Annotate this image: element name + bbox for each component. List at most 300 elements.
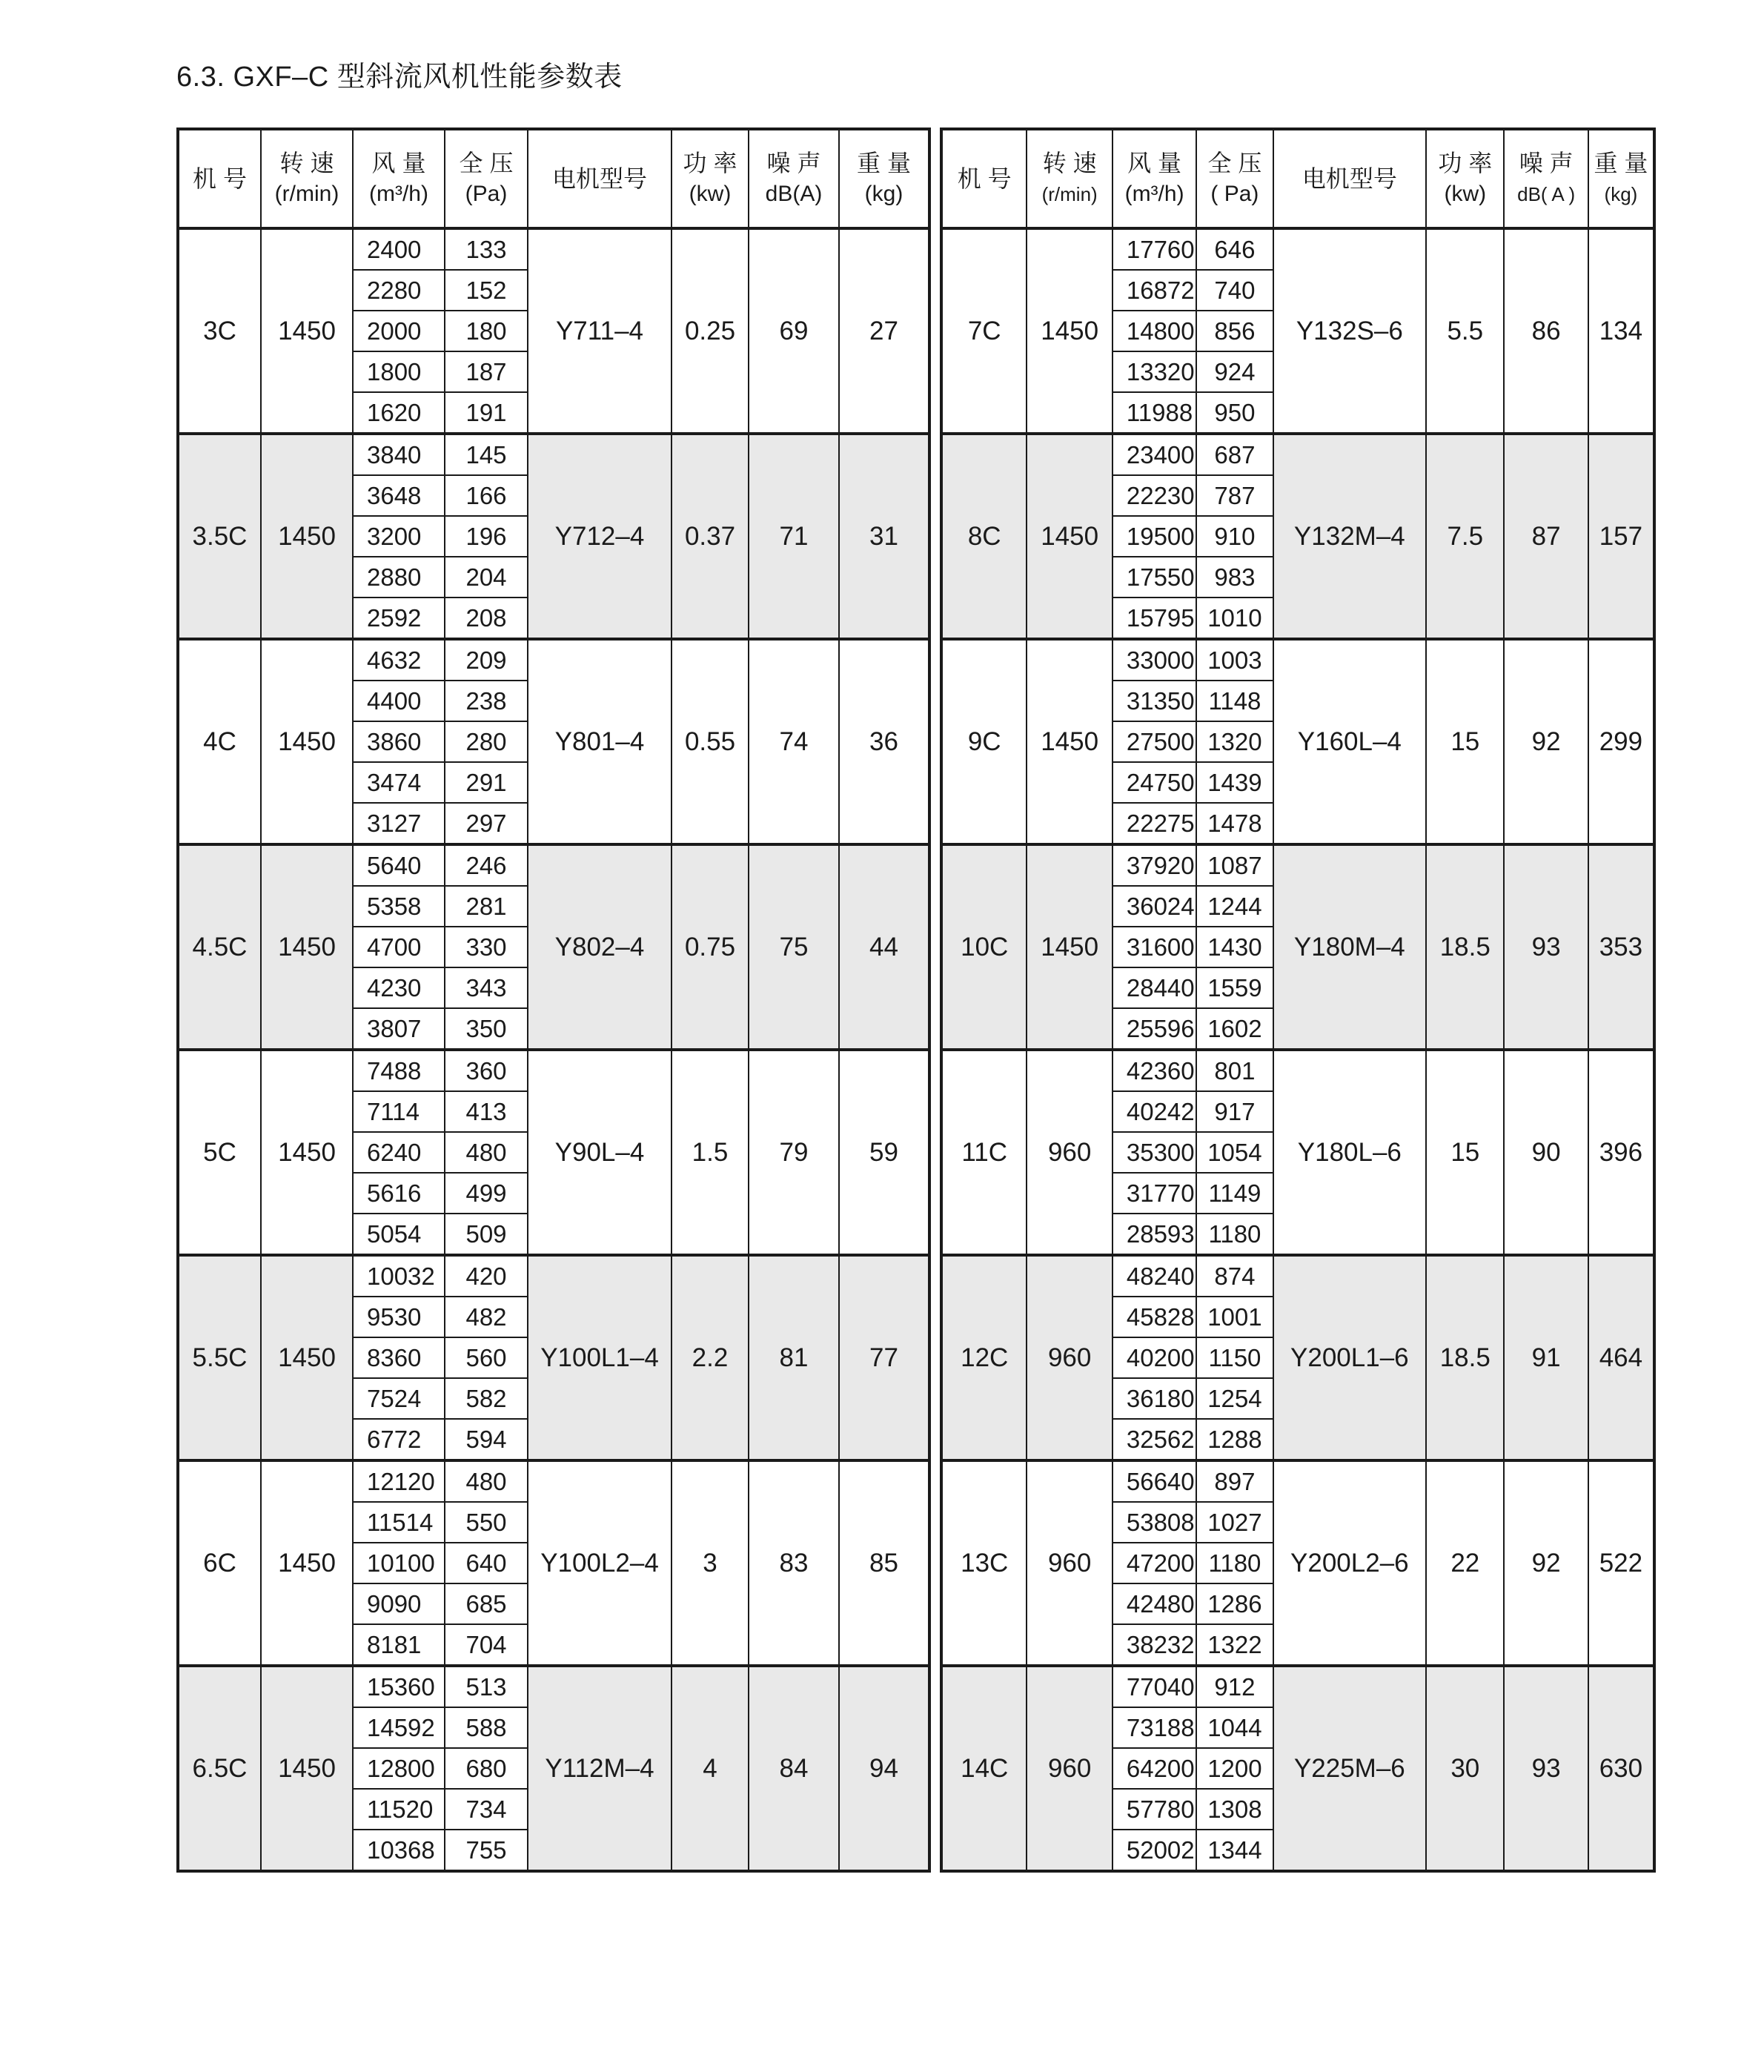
- power-cell: 18.5: [1426, 844, 1504, 1050]
- flow-cell: 8360: [353, 1337, 445, 1378]
- speed-cell: 1450: [1027, 844, 1112, 1050]
- header-power: 功 率 (kw): [672, 129, 749, 228]
- pressure-cell: 1200: [1196, 1748, 1273, 1789]
- flow-cell: 23400: [1113, 434, 1196, 475]
- flow-cell: 5616: [353, 1173, 445, 1214]
- pressure-cell: 1286: [1196, 1583, 1273, 1624]
- flow-cell: 5358: [353, 886, 445, 927]
- weight-cell: 157: [1588, 434, 1654, 639]
- pressure-cell: 343: [445, 967, 528, 1008]
- weight-cell: 85: [839, 1460, 929, 1666]
- flow-cell: 1800: [353, 351, 445, 392]
- table-row: [178, 844, 929, 886]
- pressure-cell: 582: [445, 1378, 528, 1419]
- flow-cell: 11514: [353, 1502, 445, 1543]
- table-row: [178, 1255, 929, 1297]
- power-cell: 15: [1426, 639, 1504, 844]
- flow-cell: 22230: [1113, 475, 1196, 516]
- header-weight: 重 量 (kg): [839, 129, 929, 228]
- flow-cell: 57780: [1113, 1789, 1196, 1830]
- speed-cell: 960: [1027, 1460, 1112, 1666]
- weight-cell: 353: [1588, 844, 1654, 1050]
- flow-cell: 38232: [1113, 1624, 1196, 1666]
- noise-cell: 84: [749, 1666, 839, 1871]
- power-cell: 0.55: [672, 639, 749, 844]
- speed-cell: 960: [1027, 1050, 1112, 1255]
- pressure-cell: 350: [445, 1008, 528, 1050]
- motor-cell: Y802–4: [528, 844, 672, 1050]
- pressure-cell: 874: [1196, 1255, 1273, 1297]
- pressure-cell: 734: [445, 1789, 528, 1830]
- motor-cell: Y112M–4: [528, 1666, 672, 1871]
- header-noise: 噪 声 dB(A): [749, 129, 839, 228]
- speed-cell: 1450: [261, 1460, 353, 1666]
- table-row: [941, 1460, 1654, 1502]
- header-noise: 噪 声 dB( A ): [1504, 129, 1588, 228]
- model-cell: 10C: [941, 844, 1027, 1050]
- pressure-cell: 204: [445, 557, 528, 598]
- motor-cell: Y90L–4: [528, 1050, 672, 1255]
- flow-cell: 11988: [1113, 392, 1196, 434]
- flow-cell: 1620: [353, 392, 445, 434]
- pressure-cell: 1180: [1196, 1214, 1273, 1255]
- power-cell: 0.37: [672, 434, 749, 639]
- speed-cell: 1450: [1027, 434, 1112, 639]
- speed-cell: 960: [1027, 1666, 1112, 1871]
- power-cell: 15: [1426, 1050, 1504, 1255]
- pressure-cell: 360: [445, 1050, 528, 1091]
- header-row: [178, 129, 929, 228]
- noise-cell: 79: [749, 1050, 839, 1255]
- flow-cell: 22275: [1113, 803, 1196, 844]
- motor-cell: Y180L–6: [1273, 1050, 1427, 1255]
- header-model: 机 号: [178, 129, 261, 228]
- pressure-cell: 910: [1196, 516, 1273, 557]
- motor-cell: Y801–4: [528, 639, 672, 844]
- speed-cell: 1450: [1027, 639, 1112, 844]
- flow-cell: 42360: [1113, 1050, 1196, 1091]
- speed-cell: 1450: [1027, 228, 1112, 434]
- pressure-cell: 280: [445, 721, 528, 762]
- flow-cell: 28440: [1113, 967, 1196, 1008]
- speed-cell: 1450: [261, 1255, 353, 1460]
- pressure-cell: 1602: [1196, 1008, 1273, 1050]
- power-cell: 0.75: [672, 844, 749, 1050]
- flow-cell: 37920: [1113, 844, 1196, 886]
- flow-cell: 2400: [353, 228, 445, 270]
- pressure-cell: 1001: [1196, 1297, 1273, 1337]
- performance-table-left: [176, 128, 931, 1873]
- header-row: [941, 129, 1654, 228]
- flow-cell: 28593: [1113, 1214, 1196, 1255]
- flow-cell: 15795: [1113, 598, 1196, 639]
- noise-cell: 91: [1504, 1255, 1588, 1460]
- model-cell: 12C: [941, 1255, 1027, 1460]
- flow-cell: 16872: [1113, 270, 1196, 311]
- table-row: [178, 639, 929, 681]
- weight-cell: 59: [839, 1050, 929, 1255]
- model-group-14c: [941, 1666, 1654, 1871]
- flow-cell: 36024: [1113, 886, 1196, 927]
- pressure-cell: 1478: [1196, 803, 1273, 844]
- pressure-cell: 704: [445, 1624, 528, 1666]
- noise-cell: 81: [749, 1255, 839, 1460]
- pressure-cell: 330: [445, 927, 528, 967]
- header-speed: 转 速 (r/min): [1027, 129, 1112, 228]
- model-group-3c: [178, 228, 929, 434]
- flow-cell: 24750: [1113, 762, 1196, 803]
- noise-cell: 75: [749, 844, 839, 1050]
- flow-cell: 9090: [353, 1583, 445, 1624]
- flow-cell: 6772: [353, 1419, 445, 1460]
- speed-cell: 1450: [261, 434, 353, 639]
- model-group-4-5c: [178, 844, 929, 1050]
- flow-cell: 4230: [353, 967, 445, 1008]
- header-motor: 电机型号: [528, 129, 672, 228]
- pressure-cell: 1044: [1196, 1707, 1273, 1748]
- flow-cell: 2280: [353, 270, 445, 311]
- pressure-cell: 897: [1196, 1460, 1273, 1502]
- pressure-cell: 1559: [1196, 967, 1273, 1008]
- model-group-11c: [941, 1050, 1654, 1255]
- pressure-cell: 413: [445, 1091, 528, 1132]
- model-group-5c: [178, 1050, 929, 1255]
- flow-cell: 31600: [1113, 927, 1196, 967]
- flow-cell: 64200: [1113, 1748, 1196, 1789]
- motor-cell: Y180M–4: [1273, 844, 1427, 1050]
- model-group-12c: [941, 1255, 1654, 1460]
- noise-cell: 92: [1504, 639, 1588, 844]
- power-cell: 22: [1426, 1460, 1504, 1666]
- weight-cell: 464: [1588, 1255, 1654, 1460]
- pressure-cell: 191: [445, 392, 528, 434]
- flow-cell: 3807: [353, 1008, 445, 1050]
- weight-cell: 299: [1588, 639, 1654, 844]
- speed-cell: 1450: [261, 228, 353, 434]
- table-row: [941, 1050, 1654, 1091]
- model-cell: 5C: [178, 1050, 261, 1255]
- flow-cell: 10368: [353, 1830, 445, 1871]
- pressure-cell: 1148: [1196, 681, 1273, 721]
- model-cell: 4.5C: [178, 844, 261, 1050]
- table-row: [941, 1666, 1654, 1707]
- header-flow: 风 量 (m³/h): [353, 129, 445, 228]
- pressure-cell: 1322: [1196, 1624, 1273, 1666]
- header-pressure: 全 压 ( Pa): [1196, 129, 1273, 228]
- pressure-cell: 787: [1196, 475, 1273, 516]
- power-cell: 2.2: [672, 1255, 749, 1460]
- weight-cell: 630: [1588, 1666, 1654, 1871]
- flow-cell: 12120: [353, 1460, 445, 1502]
- weight-cell: 31: [839, 434, 929, 639]
- noise-cell: 92: [1504, 1460, 1588, 1666]
- pressure-cell: 187: [445, 351, 528, 392]
- flow-cell: 27500: [1113, 721, 1196, 762]
- noise-cell: 83: [749, 1460, 839, 1666]
- flow-cell: 19500: [1113, 516, 1196, 557]
- weight-cell: 396: [1588, 1050, 1654, 1255]
- weight-cell: 522: [1588, 1460, 1654, 1666]
- flow-cell: 48240: [1113, 1255, 1196, 1297]
- flow-cell: 77040: [1113, 1666, 1196, 1707]
- flow-cell: 3648: [353, 475, 445, 516]
- pressure-cell: 640: [445, 1543, 528, 1583]
- noise-cell: 93: [1504, 1666, 1588, 1871]
- model-group-6-5c: [178, 1666, 929, 1871]
- power-cell: 3: [672, 1460, 749, 1666]
- pressure-cell: 196: [445, 516, 528, 557]
- pressure-cell: 480: [445, 1132, 528, 1173]
- motor-cell: Y711–4: [528, 228, 672, 434]
- flow-cell: 13320: [1113, 351, 1196, 392]
- table-row: [941, 639, 1654, 681]
- flow-cell: 40200: [1113, 1337, 1196, 1378]
- flow-cell: 56640: [1113, 1460, 1196, 1502]
- header-flow: 风 量 (m³/h): [1113, 129, 1196, 228]
- pressure-cell: 281: [445, 886, 528, 927]
- motor-cell: Y200L2–6: [1273, 1460, 1427, 1666]
- performance-table-right: [940, 128, 1656, 1873]
- weight-cell: 134: [1588, 228, 1654, 434]
- table-row: [941, 1255, 1654, 1297]
- flow-cell: 42480: [1113, 1583, 1196, 1624]
- model-group-4c: [178, 639, 929, 844]
- pressure-cell: 238: [445, 681, 528, 721]
- flow-cell: 14800: [1113, 311, 1196, 351]
- power-cell: 1.5: [672, 1050, 749, 1255]
- motor-cell: Y200L1–6: [1273, 1255, 1427, 1460]
- pressure-cell: 145: [445, 434, 528, 475]
- flow-cell: 3840: [353, 434, 445, 475]
- table-row: [178, 434, 929, 475]
- pressure-cell: 152: [445, 270, 528, 311]
- pressure-cell: 1344: [1196, 1830, 1273, 1871]
- model-cell: 7C: [941, 228, 1027, 434]
- speed-cell: 1450: [261, 1666, 353, 1871]
- model-cell: 6C: [178, 1460, 261, 1666]
- flow-cell: 73188: [1113, 1707, 1196, 1748]
- pressure-cell: 208: [445, 598, 528, 639]
- speed-cell: 1450: [261, 639, 353, 844]
- pressure-cell: 1439: [1196, 762, 1273, 803]
- pressure-cell: 856: [1196, 311, 1273, 351]
- motor-cell: Y712–4: [528, 434, 672, 639]
- model-cell: 5.5C: [178, 1255, 261, 1460]
- pressure-cell: 560: [445, 1337, 528, 1378]
- pressure-cell: 1010: [1196, 598, 1273, 639]
- model-group-6c: [178, 1460, 929, 1666]
- pressure-cell: 1003: [1196, 639, 1273, 681]
- model-group-5-5c: [178, 1255, 929, 1460]
- pressure-cell: 180: [445, 311, 528, 351]
- flow-cell: 4400: [353, 681, 445, 721]
- pressure-cell: 1087: [1196, 844, 1273, 886]
- power-cell: 7.5: [1426, 434, 1504, 639]
- pressure-cell: 950: [1196, 392, 1273, 434]
- pressure-cell: 687: [1196, 434, 1273, 475]
- pressure-cell: 1149: [1196, 1173, 1273, 1214]
- noise-cell: 87: [1504, 434, 1588, 639]
- weight-cell: 27: [839, 228, 929, 434]
- flow-cell: 35300: [1113, 1132, 1196, 1173]
- pressure-cell: 1054: [1196, 1132, 1273, 1173]
- pressure-cell: 1430: [1196, 927, 1273, 967]
- flow-cell: 9530: [353, 1297, 445, 1337]
- table-row: [941, 844, 1654, 886]
- flow-cell: 2000: [353, 311, 445, 351]
- flow-cell: 2880: [353, 557, 445, 598]
- flow-cell: 32562: [1113, 1419, 1196, 1460]
- model-group-13c: [941, 1460, 1654, 1666]
- header-weight: 重 量 (kg): [1588, 129, 1654, 228]
- flow-cell: 7488: [353, 1050, 445, 1091]
- flow-cell: 12800: [353, 1748, 445, 1789]
- pressure-cell: 588: [445, 1707, 528, 1748]
- pressure-cell: 1288: [1196, 1419, 1273, 1460]
- model-cell: 6.5C: [178, 1666, 261, 1871]
- flow-cell: 31770: [1113, 1173, 1196, 1214]
- noise-cell: 74: [749, 639, 839, 844]
- noise-cell: 71: [749, 434, 839, 639]
- flow-cell: 33000: [1113, 639, 1196, 681]
- motor-cell: Y225M–6: [1273, 1666, 1427, 1871]
- model-cell: 3C: [178, 228, 261, 434]
- weight-cell: 77: [839, 1255, 929, 1460]
- pressure-cell: 550: [445, 1502, 528, 1543]
- pressure-cell: 680: [445, 1748, 528, 1789]
- pressure-cell: 1150: [1196, 1337, 1273, 1378]
- power-cell: 30: [1426, 1666, 1504, 1871]
- flow-cell: 6240: [353, 1132, 445, 1173]
- pressure-cell: 209: [445, 639, 528, 681]
- pressure-cell: 594: [445, 1419, 528, 1460]
- power-cell: 0.25: [672, 228, 749, 434]
- pressure-cell: 513: [445, 1666, 528, 1707]
- header-model: 机 号: [941, 129, 1027, 228]
- pressure-cell: 685: [445, 1583, 528, 1624]
- flow-cell: 4632: [353, 639, 445, 681]
- table-row: [178, 1050, 929, 1091]
- pressure-cell: 1244: [1196, 886, 1273, 927]
- pressure-cell: 133: [445, 228, 528, 270]
- flow-cell: 11520: [353, 1789, 445, 1830]
- pressure-cell: 740: [1196, 270, 1273, 311]
- header-power: 功 率 (kw): [1426, 129, 1504, 228]
- flow-cell: 2592: [353, 598, 445, 639]
- speed-cell: 1450: [261, 844, 353, 1050]
- flow-cell: 7114: [353, 1091, 445, 1132]
- pressure-cell: 1027: [1196, 1502, 1273, 1543]
- table-row: [941, 434, 1654, 475]
- pressure-cell: 246: [445, 844, 528, 886]
- pressure-cell: 291: [445, 762, 528, 803]
- speed-cell: 960: [1027, 1255, 1112, 1460]
- flow-cell: 3127: [353, 803, 445, 844]
- model-group-8c: [941, 434, 1654, 639]
- speed-cell: 1450: [261, 1050, 353, 1255]
- flow-cell: 8181: [353, 1624, 445, 1666]
- flow-cell: 5640: [353, 844, 445, 886]
- model-cell: 3.5C: [178, 434, 261, 639]
- model-group-10c: [941, 844, 1654, 1050]
- motor-cell: Y100L1–4: [528, 1255, 672, 1460]
- pressure-cell: 1254: [1196, 1378, 1273, 1419]
- pressure-cell: 1320: [1196, 721, 1273, 762]
- model-group-7c: [941, 228, 1654, 434]
- flow-cell: 3474: [353, 762, 445, 803]
- pressure-cell: 801: [1196, 1050, 1273, 1091]
- model-cell: 11C: [941, 1050, 1027, 1255]
- pressure-cell: 983: [1196, 557, 1273, 598]
- noise-cell: 93: [1504, 844, 1588, 1050]
- motor-cell: Y132S–6: [1273, 228, 1427, 434]
- header-pressure: 全 压 (Pa): [445, 129, 528, 228]
- pressure-cell: 912: [1196, 1666, 1273, 1707]
- model-cell: 9C: [941, 639, 1027, 844]
- pressure-cell: 297: [445, 803, 528, 844]
- model-cell: 14C: [941, 1666, 1027, 1871]
- flow-cell: 4700: [353, 927, 445, 967]
- pressure-cell: 499: [445, 1173, 528, 1214]
- motor-cell: Y100L2–4: [528, 1460, 672, 1666]
- pressure-cell: 482: [445, 1297, 528, 1337]
- flow-cell: 5054: [353, 1214, 445, 1255]
- header-speed: 转 速 (r/min): [261, 129, 353, 228]
- header-motor: 电机型号: [1273, 129, 1427, 228]
- model-group-3-5c: [178, 434, 929, 639]
- flow-cell: 7524: [353, 1378, 445, 1419]
- flow-cell: 17550: [1113, 557, 1196, 598]
- table-row: [178, 1460, 929, 1502]
- motor-cell: Y132M–4: [1273, 434, 1427, 639]
- model-cell: 8C: [941, 434, 1027, 639]
- pressure-cell: 480: [445, 1460, 528, 1502]
- noise-cell: 86: [1504, 228, 1588, 434]
- flow-cell: 36180: [1113, 1378, 1196, 1419]
- power-cell: 18.5: [1426, 1255, 1504, 1460]
- noise-cell: 69: [749, 228, 839, 434]
- pressure-cell: 924: [1196, 351, 1273, 392]
- pressure-cell: 420: [445, 1255, 528, 1297]
- model-cell: 13C: [941, 1460, 1027, 1666]
- pressure-cell: 646: [1196, 228, 1273, 270]
- weight-cell: 36: [839, 639, 929, 844]
- page-title: 6.3. GXF–C 型斜流风机性能参数表: [176, 62, 623, 93]
- pressure-cell: 1180: [1196, 1543, 1273, 1583]
- model-group-9c: [941, 639, 1654, 844]
- table-row: [941, 228, 1654, 270]
- flow-cell: 14592: [353, 1707, 445, 1748]
- flow-cell: 3860: [353, 721, 445, 762]
- pressure-cell: 755: [445, 1830, 528, 1871]
- pressure-cell: 917: [1196, 1091, 1273, 1132]
- weight-cell: 94: [839, 1666, 929, 1871]
- pressure-cell: 166: [445, 475, 528, 516]
- flow-cell: 3200: [353, 516, 445, 557]
- model-cell: 4C: [178, 639, 261, 844]
- motor-cell: Y160L–4: [1273, 639, 1427, 844]
- flow-cell: 10100: [353, 1543, 445, 1583]
- flow-cell: 40242: [1113, 1091, 1196, 1132]
- flow-cell: 31350: [1113, 681, 1196, 721]
- flow-cell: 15360: [353, 1666, 445, 1707]
- table-row: [178, 228, 929, 270]
- flow-cell: 25596: [1113, 1008, 1196, 1050]
- power-cell: 4: [672, 1666, 749, 1871]
- flow-cell: 10032: [353, 1255, 445, 1297]
- flow-cell: 47200: [1113, 1543, 1196, 1583]
- pressure-cell: 1308: [1196, 1789, 1273, 1830]
